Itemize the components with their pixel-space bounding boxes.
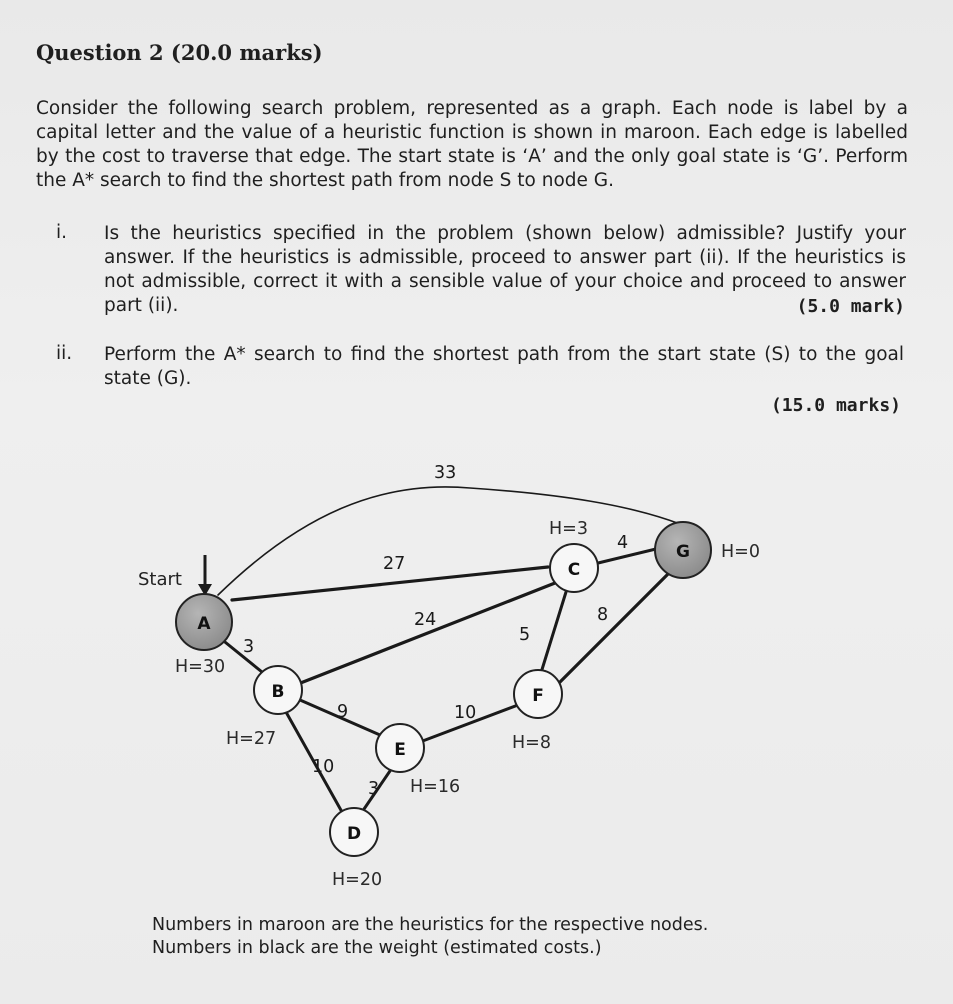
weight-b-d: 10	[312, 757, 335, 777]
weight-e-f: 10	[454, 703, 477, 723]
weight-d-e: 3	[368, 779, 380, 799]
weight-a-b: 3	[243, 637, 255, 657]
question-intro: Consider the following search problem, represented as a graph. Each node is label by a capital letter and the value of a heuristic function is shown in maroon. Each edge is labelled by the cost to traverse that edge. The start state is ‘A’ and the only goal state is ‘G’. Perform the A* search to find the shortest path from node S to node G.	[36, 98, 908, 191]
footnote-line-1: Numbers in maroon are the heuristics for the respective nodes.	[152, 915, 709, 935]
node-f-label: F	[532, 686, 544, 706]
heuristic-d: H=20	[332, 870, 383, 890]
weight-b-e: 9	[337, 702, 349, 722]
part-i-text: Is the heuristics specified in the problem (shown below) admissible? Justify your answer. If the heuristics is admissible, proceed to answer part (ii). If the heuristics is not admissible, correct it with a sensible value of your choice and proceed to answer part (ii).	[104, 223, 906, 316]
part-i-marks: (5.0 mark)	[796, 296, 905, 317]
node-b-label: B	[271, 682, 285, 702]
weight-c-f: 5	[519, 625, 531, 645]
weight-f-g: 8	[597, 605, 609, 625]
node-a-label: A	[197, 614, 211, 634]
weight-a-c: 27	[383, 554, 406, 574]
heuristic-e: H=16	[410, 777, 461, 797]
node-d-label: D	[346, 824, 362, 844]
node-e	[376, 724, 424, 772]
heuristic-b: H=27	[226, 729, 277, 749]
heuristic-c: H=3	[549, 519, 588, 539]
node-c	[550, 544, 598, 592]
part-ii-text: Perform the A* search to find the shortest path from the start state (S) to the goal state (G).	[104, 344, 904, 389]
weight-a-g: 33	[434, 463, 457, 483]
footnote-line-2: Numbers in black are the weight (estimated costs.)	[152, 938, 602, 958]
node-g	[655, 522, 711, 578]
search-graph	[0, 440, 953, 910]
node-e-label: E	[394, 740, 406, 760]
part-i-number: i.	[56, 222, 68, 243]
part-ii-marks: (15.0 marks)	[770, 395, 901, 416]
node-b	[254, 666, 302, 714]
heuristic-g: H=0	[721, 542, 760, 562]
question-title: Question 2 (20.0 marks)	[36, 40, 323, 65]
footnote	[152, 914, 708, 960]
edge-c-f	[540, 592, 566, 676]
start-label: Start	[138, 569, 182, 590]
edge-a-b	[220, 638, 262, 672]
weight-c-g: 4	[617, 533, 629, 553]
heuristic-f: H=8	[512, 733, 551, 753]
node-d	[330, 808, 378, 856]
node-f	[514, 670, 562, 718]
edge-b-c	[298, 583, 555, 684]
heuristic-a: H=30	[175, 657, 226, 677]
node-c-label: C	[567, 560, 581, 580]
weight-b-c: 24	[414, 610, 437, 630]
node-a	[176, 594, 232, 650]
node-g-label: G	[676, 542, 690, 562]
part-ii-number: ii.	[56, 343, 73, 364]
